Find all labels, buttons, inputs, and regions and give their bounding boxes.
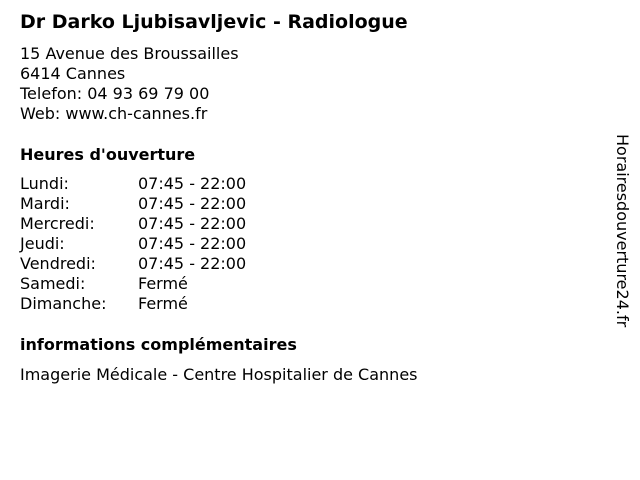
hours-day-label: Samedi: bbox=[20, 274, 86, 293]
address-street: 15 Avenue des Broussailles bbox=[20, 44, 239, 63]
address-city: 6414 Cannes bbox=[20, 64, 126, 83]
hours-row-wednesday bbox=[20, 214, 246, 234]
hours-day-label: Lundi: bbox=[20, 174, 69, 193]
opening-hours-table bbox=[20, 174, 246, 314]
additional-info-text: Imagerie Médicale - Centre Hospitalier de Cannes bbox=[20, 365, 418, 384]
hours-time-value: 07:45 - 22:00 bbox=[138, 174, 247, 193]
website-link[interactable]: Web: www.ch-cannes.fr bbox=[20, 104, 208, 123]
hours-day-label: Dimanche: bbox=[20, 294, 107, 313]
site-watermark: Horairesdouverture24.fr bbox=[613, 134, 632, 328]
hours-day-label: Vendredi: bbox=[20, 254, 96, 273]
hours-row-thursday bbox=[20, 234, 246, 254]
hours-day-label: Mardi: bbox=[20, 194, 70, 213]
opening-hours-heading: Heures d'ouverture bbox=[20, 145, 196, 164]
hours-row-tuesday bbox=[20, 194, 246, 214]
hours-row-sunday bbox=[20, 294, 246, 314]
hours-row-monday bbox=[20, 174, 246, 194]
phone-number[interactable]: Telefon: 04 93 69 79 00 bbox=[20, 84, 210, 103]
page-title: Dr Darko Ljubisavljevic - Radiologue bbox=[20, 11, 408, 33]
hours-row-friday bbox=[20, 254, 246, 274]
address-block bbox=[20, 44, 239, 124]
hours-day-label: Jeudi: bbox=[20, 234, 65, 253]
hours-time-value: 07:45 - 22:00 bbox=[138, 194, 247, 213]
additional-info-heading: informations complémentaires bbox=[20, 335, 297, 354]
hours-time-value: 07:45 - 22:00 bbox=[138, 234, 247, 253]
hours-time-value: 07:45 - 22:00 bbox=[138, 254, 247, 273]
hours-time-value: Fermé bbox=[138, 294, 188, 313]
hours-time-value: 07:45 - 22:00 bbox=[138, 214, 247, 233]
hours-time-value: Fermé bbox=[138, 274, 188, 293]
hours-row-saturday bbox=[20, 274, 246, 294]
hours-day-label: Mercredi: bbox=[20, 214, 95, 233]
